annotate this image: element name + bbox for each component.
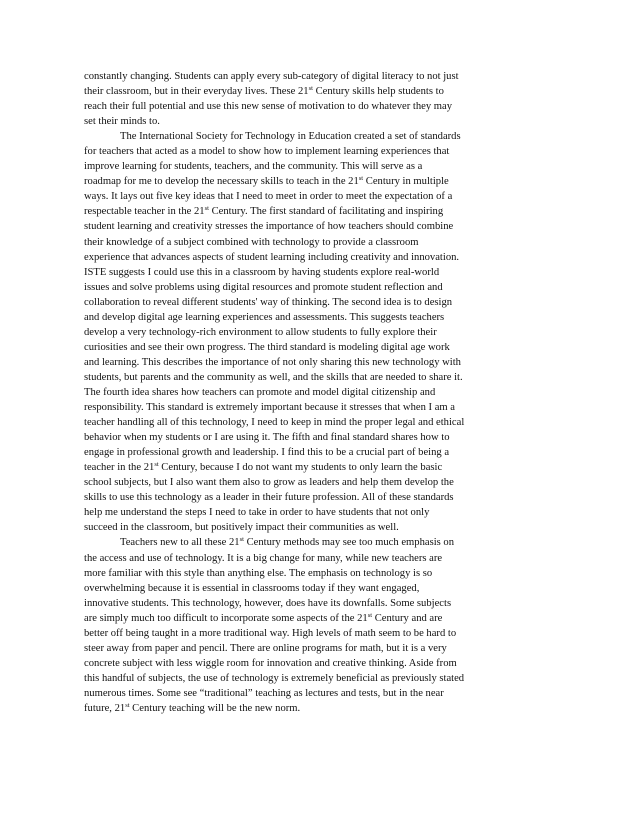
text-line	[84, 505, 562, 520]
text-run: ways. It lays out five key ideas that I need to meet in order to meet the expectation of a	[84, 191, 453, 203]
text-run: develop a very technology-rich environment to allow students to fully explore their	[84, 326, 437, 338]
text-line	[84, 84, 562, 99]
text-run: engage in professional growth and leadership. I find this to be a crucial part of being a	[84, 447, 450, 459]
text-run: future, 21	[84, 702, 126, 714]
text-line	[84, 99, 562, 114]
text-line	[84, 310, 562, 325]
text-run: succeed in the classroom, but positively impact their communities as well.	[84, 522, 399, 534]
ordinal-superscript: st	[308, 85, 313, 93]
text-line	[84, 701, 562, 716]
text-line	[84, 235, 562, 250]
text-line	[84, 671, 562, 686]
text-run: Century teaching will be the new norm.	[129, 702, 301, 714]
text-line	[84, 445, 562, 460]
text-run: this handful of subjects, the use of technology is extremely beneficial as previously stated	[84, 672, 465, 684]
text-run: curiosities and see their own progress. The third standard is modeling digital age work	[84, 341, 450, 353]
text-run: teacher handling all of this technology, I need to keep in mind the proper legal and ethical	[84, 417, 465, 429]
text-run: more familiar with this style than anything else. The emphasis on technology is so	[84, 567, 433, 579]
text-line	[84, 656, 562, 671]
text-line	[84, 611, 562, 626]
text-run: Century in multiple	[363, 176, 449, 188]
text-run: Century skills help students to	[312, 86, 444, 98]
text-run: The International Society for Technology in Education created a set of standards	[120, 131, 461, 143]
text-run: are simply much too difficult to incorporate some aspects of the 21	[84, 612, 368, 624]
text-run: Teachers new to all these 21	[120, 537, 240, 549]
text-run: ISTE suggests I could use this in a classroom by having students explore real-world	[84, 266, 440, 278]
text-run: concrete subject with less wiggle room for innovation and creative thinking. Aside from	[84, 657, 457, 669]
ordinal-superscript: st	[125, 701, 130, 709]
text-run: students, but parents and the community as well, and the skills that are needed to share it.	[84, 371, 463, 383]
ordinal-superscript: st	[239, 536, 244, 544]
text-run: overwhelming because it is essential in classrooms today if they want engaged,	[84, 582, 420, 594]
text-run: collaboration to reveal different students' way of thinking. The second idea is to design	[84, 296, 453, 308]
text-line	[84, 535, 562, 550]
text-line	[84, 370, 562, 385]
text-run: school subjects, but I also want them also to grow as leaders and help them develop the	[84, 477, 454, 489]
text-line	[84, 581, 562, 596]
ordinal-superscript: st	[367, 611, 373, 619]
text-line	[84, 686, 562, 701]
text-run: and develop digital age learning experiences and assessments. This suggests teachers	[84, 311, 445, 323]
text-line	[84, 295, 562, 310]
text-run: Century. The first standard of facilitating and inspiring	[208, 206, 444, 218]
text-run: issues and solve problems using digital resources and promote student reflection and	[84, 281, 443, 293]
text-line	[84, 641, 562, 656]
text-run: the access and use of technology. It is a big change for many, while new teachers are	[84, 552, 443, 564]
text-line	[84, 204, 562, 219]
text-run: responsibility. This standard is extremely important because it stresses that when I am a	[84, 402, 455, 414]
text-run: steer away from paper and pencil. There are online programs for math, but it is a very	[84, 642, 447, 654]
text-run: Century and are	[372, 612, 443, 624]
text-line	[84, 189, 562, 204]
text-line	[84, 520, 562, 535]
text-line	[84, 566, 562, 581]
text-run: student learning and creativity stresses the importance of how teachers should combine	[84, 221, 454, 233]
text-line	[84, 385, 562, 400]
text-run: experience that advances aspects of student learning including creativity and innovation.	[84, 251, 460, 263]
text-line	[84, 415, 562, 430]
text-line	[84, 475, 562, 490]
text-line	[84, 144, 562, 159]
text-line	[84, 265, 562, 280]
text-run: numerous times. Some see “traditional” teaching as lectures and tests, but in the near	[84, 687, 444, 699]
text-run: better off being taught in a more traditional way. High levels of math seem to be hard to	[84, 627, 457, 639]
text-line	[84, 400, 562, 415]
text-line	[84, 626, 562, 641]
text-run: respectable teacher in the 21	[84, 206, 205, 218]
text-line	[84, 325, 562, 340]
text-run: for teachers that acted as a model to show how to implement learning experiences that	[84, 146, 450, 158]
text-line	[84, 114, 562, 129]
text-line	[84, 129, 562, 144]
essay-body-text	[84, 69, 562, 716]
text-run: constantly changing. Students can apply every sub-category of digital literacy to not just	[84, 71, 459, 82]
text-line	[84, 490, 562, 505]
text-line	[84, 340, 562, 355]
text-run: innovative students. This technology, however, does have its downfalls. Some subjects	[84, 597, 452, 609]
text-line	[84, 219, 562, 234]
text-run: their knowledge of a subject combined with technology to provide a classroom	[84, 236, 419, 248]
text-run: skills to use this technology as a leader in their future profession. All of these standards	[84, 492, 454, 504]
text-line	[84, 174, 562, 189]
text-run: Century, because I do not want my students to only learn the basic	[158, 462, 443, 474]
text-run: teacher in the 21	[84, 462, 155, 474]
text-line	[84, 159, 562, 174]
text-run: behavior when my students or I are using it. The fifth and final standard shares how to	[84, 432, 450, 444]
text-run: reach their full potential and use this new sense of motivation to do whatever they may	[84, 101, 453, 113]
text-line	[84, 355, 562, 370]
text-run: improve learning for students, teachers, and the community. This will serve as a	[84, 161, 423, 173]
ordinal-superscript: st	[204, 205, 209, 213]
text-run: Century methods may see too much emphasis on	[243, 537, 454, 549]
ordinal-superscript: st	[358, 175, 364, 183]
ordinal-superscript: st	[154, 461, 159, 469]
text-line	[84, 551, 562, 566]
text-run: set their minds to.	[84, 116, 160, 128]
text-run: roadmap for me to develop the necessary skills to teach in the 21	[84, 176, 359, 188]
text-run: their classroom, but in their everyday lives. These 21	[84, 86, 309, 98]
text-run: help me understand the steps I need to take in order to have students that not only	[84, 507, 430, 519]
text-line	[84, 596, 562, 611]
text-run: and learning. This describes the importance of not only sharing this new technology with	[84, 356, 461, 368]
text-line	[84, 69, 562, 84]
text-run: The fourth idea shares how teachers can promote and model digital citizenship and	[84, 386, 436, 398]
text-line	[84, 430, 562, 445]
text-line	[84, 280, 562, 295]
text-line	[84, 250, 562, 265]
text-line	[84, 460, 562, 475]
